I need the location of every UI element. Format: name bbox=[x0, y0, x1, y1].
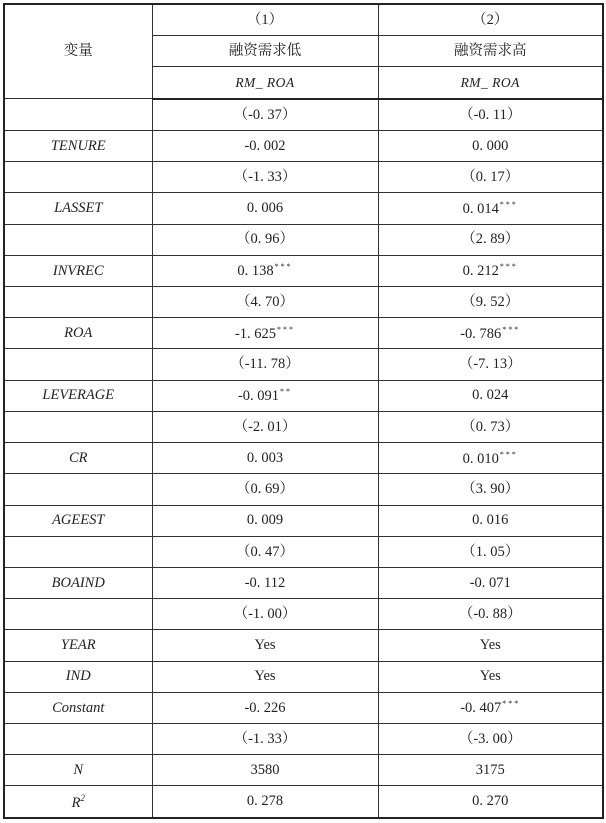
model-1-value bbox=[152, 567, 378, 598]
model-2-value bbox=[378, 474, 603, 505]
significance-stars: *** bbox=[499, 199, 518, 209]
model-1-value bbox=[152, 474, 378, 505]
model-1-value bbox=[152, 99, 378, 131]
model-2-value bbox=[378, 661, 603, 692]
coefficient: （0. 69） bbox=[236, 481, 294, 498]
significance-stars: ** bbox=[280, 387, 293, 397]
coefficient: 3175 bbox=[475, 762, 505, 779]
row-variable bbox=[4, 661, 152, 692]
coefficient: （-0. 37） bbox=[233, 106, 297, 123]
variable-name: AGEEST bbox=[52, 512, 105, 529]
table-row bbox=[4, 474, 603, 505]
model-1-value bbox=[152, 724, 378, 755]
coefficient: Yes bbox=[479, 668, 501, 685]
significance-stars: *** bbox=[499, 262, 518, 272]
coefficient: 0. 016 bbox=[472, 512, 509, 529]
column-2-number: （2） bbox=[378, 4, 603, 36]
table-body bbox=[4, 4, 603, 818]
model-1-value bbox=[152, 755, 378, 786]
model-2-value bbox=[378, 599, 603, 630]
coefficient: -1. 625 bbox=[234, 325, 277, 342]
row-variable bbox=[4, 162, 152, 193]
column-1-dependent-variable: RM_ ROA bbox=[152, 67, 378, 99]
model-2-value bbox=[378, 162, 603, 193]
row-variable bbox=[4, 130, 152, 161]
model-2-value bbox=[378, 567, 603, 598]
model-1-value bbox=[152, 630, 378, 661]
table-row bbox=[4, 692, 603, 723]
row-variable bbox=[4, 286, 152, 317]
model-1-value bbox=[152, 536, 378, 567]
coefficient: 0. 000 bbox=[472, 137, 509, 154]
table-row bbox=[4, 380, 603, 411]
coefficient: （4. 70） bbox=[236, 293, 294, 310]
table-row bbox=[4, 224, 603, 255]
coefficient: （0. 73） bbox=[461, 418, 520, 435]
table-row bbox=[4, 130, 603, 161]
column-2-dependent-variable: RM_ ROA bbox=[378, 67, 603, 99]
coefficient: （-1. 33） bbox=[233, 730, 297, 747]
coefficient: （0. 47） bbox=[236, 543, 294, 560]
coefficient: -0. 407 bbox=[460, 700, 502, 717]
row-variable bbox=[4, 536, 152, 567]
table-row bbox=[4, 786, 603, 818]
column-1-number: （1） bbox=[152, 4, 378, 36]
variable-name: IND bbox=[65, 668, 91, 685]
coefficient: 3580 bbox=[250, 762, 280, 779]
variable-name: N bbox=[73, 762, 84, 779]
coefficient: -0. 112 bbox=[244, 574, 286, 591]
model-1-value bbox=[152, 599, 378, 630]
variable-name: Constant bbox=[52, 699, 105, 716]
row-variable bbox=[4, 255, 152, 286]
model-2-value bbox=[378, 193, 603, 224]
table-row bbox=[4, 724, 603, 755]
coefficient: 0. 003 bbox=[246, 449, 284, 466]
model-1-value bbox=[152, 411, 378, 442]
table-row bbox=[4, 536, 603, 567]
coefficient: （0. 17） bbox=[461, 168, 520, 185]
variable-name: YEAR bbox=[60, 637, 96, 654]
model-2-value bbox=[378, 224, 603, 255]
row-variable bbox=[4, 630, 152, 661]
coefficient: （-7. 13） bbox=[458, 356, 522, 373]
model-1-value bbox=[152, 443, 378, 474]
coefficient: （1. 05） bbox=[461, 543, 520, 560]
coefficient: （3. 90） bbox=[461, 481, 520, 498]
model-1-value bbox=[152, 162, 378, 193]
header-row-number bbox=[4, 4, 603, 36]
variable-name: ROA bbox=[64, 325, 93, 342]
coefficient: -0. 071 bbox=[469, 574, 511, 591]
coefficient: Yes bbox=[254, 668, 276, 685]
superscript: 2 bbox=[80, 792, 85, 803]
table-row bbox=[4, 505, 603, 536]
model-2-value bbox=[378, 505, 603, 536]
table-row bbox=[4, 567, 603, 598]
coefficient: （-3. 00） bbox=[458, 730, 522, 747]
coefficient: 0. 006 bbox=[246, 200, 284, 217]
coefficient: 0. 024 bbox=[472, 387, 509, 404]
row-variable bbox=[4, 786, 152, 818]
table-row bbox=[4, 162, 603, 193]
column-1-group: 融资需求低 bbox=[152, 36, 378, 67]
model-2-value bbox=[378, 411, 603, 442]
model-2-value bbox=[378, 349, 603, 380]
significance-stars: *** bbox=[277, 324, 296, 334]
coefficient: 0. 270 bbox=[472, 793, 509, 810]
coefficient: （-11. 78） bbox=[230, 356, 300, 373]
coefficient: -0. 226 bbox=[244, 699, 286, 716]
table-row bbox=[4, 630, 603, 661]
model-2-value bbox=[378, 536, 603, 567]
variable-name: INVREC bbox=[52, 262, 104, 279]
table-row bbox=[4, 411, 603, 442]
table-row bbox=[4, 193, 603, 224]
row-variable bbox=[4, 755, 152, 786]
row-variable bbox=[4, 599, 152, 630]
coefficient: （2. 89） bbox=[461, 231, 520, 248]
coefficient: Yes bbox=[479, 637, 501, 654]
model-1-value bbox=[152, 224, 378, 255]
row-variable bbox=[4, 567, 152, 598]
model-1-value bbox=[152, 505, 378, 536]
model-1-value bbox=[152, 380, 378, 411]
model-1-value bbox=[152, 130, 378, 161]
coefficient: -0. 786 bbox=[460, 325, 502, 342]
row-variable bbox=[4, 349, 152, 380]
significance-stars: *** bbox=[502, 324, 521, 334]
table-row bbox=[4, 286, 603, 317]
model-2-value bbox=[378, 724, 603, 755]
variable-name: BOAIND bbox=[51, 574, 105, 591]
variable-name: CR bbox=[68, 449, 88, 466]
coefficient: Yes bbox=[254, 637, 276, 654]
model-2-value bbox=[378, 630, 603, 661]
coefficient: 0. 010 bbox=[462, 450, 499, 467]
row-variable bbox=[4, 318, 152, 349]
coefficient: （-1. 33） bbox=[233, 168, 297, 185]
significance-stars: *** bbox=[274, 262, 293, 272]
table-row bbox=[4, 349, 603, 380]
model-2-value bbox=[378, 755, 603, 786]
model-2-value bbox=[378, 255, 603, 286]
row-variable bbox=[4, 224, 152, 255]
coefficient: （9. 52） bbox=[461, 293, 520, 310]
coefficient: -0. 002 bbox=[244, 137, 286, 154]
row-variable bbox=[4, 724, 152, 755]
model-2-value bbox=[378, 786, 603, 818]
model-2-value bbox=[378, 692, 603, 723]
coefficient: 0. 138 bbox=[237, 263, 274, 280]
row-variable bbox=[4, 193, 152, 224]
coefficient: （-2. 01） bbox=[233, 418, 297, 435]
variable-name: LASSET bbox=[54, 200, 103, 217]
coefficient: （-0. 88） bbox=[458, 606, 522, 623]
variable-name: R bbox=[71, 794, 81, 811]
coefficient: 0. 014 bbox=[462, 200, 499, 217]
model-2-value bbox=[378, 380, 603, 411]
table-row bbox=[4, 318, 603, 349]
model-1-value bbox=[152, 661, 378, 692]
model-1-value bbox=[152, 255, 378, 286]
table-row bbox=[4, 661, 603, 692]
model-1-value bbox=[152, 318, 378, 349]
table-row bbox=[4, 255, 603, 286]
coefficient: （-1. 00） bbox=[233, 606, 297, 623]
model-2-value bbox=[378, 318, 603, 349]
column-2-group: 融资需求高 bbox=[378, 36, 603, 67]
significance-stars: *** bbox=[499, 449, 518, 459]
row-variable bbox=[4, 411, 152, 442]
row-variable bbox=[4, 505, 152, 536]
row-variable bbox=[4, 692, 152, 723]
coefficient: 0. 009 bbox=[246, 512, 284, 529]
significance-stars: *** bbox=[502, 699, 521, 709]
variable-header: 变量 bbox=[4, 4, 152, 99]
variable-name: LEVERAGE bbox=[42, 387, 115, 404]
row-variable bbox=[4, 99, 152, 131]
table-row bbox=[4, 755, 603, 786]
model-2-value bbox=[378, 99, 603, 131]
model-2-value bbox=[378, 443, 603, 474]
row-variable bbox=[4, 474, 152, 505]
model-2-value bbox=[378, 286, 603, 317]
regression-table bbox=[3, 3, 604, 819]
model-1-value bbox=[152, 786, 378, 818]
row-variable bbox=[4, 443, 152, 474]
coefficient: （0. 96） bbox=[236, 231, 294, 248]
row-variable bbox=[4, 380, 152, 411]
table-row bbox=[4, 599, 603, 630]
table-row bbox=[4, 443, 603, 474]
table-row bbox=[4, 99, 603, 131]
coefficient: 0. 212 bbox=[462, 263, 499, 280]
model-2-value bbox=[378, 130, 603, 161]
model-1-value bbox=[152, 349, 378, 380]
model-1-value bbox=[152, 193, 378, 224]
coefficient: -0. 091 bbox=[237, 387, 280, 404]
model-1-value bbox=[152, 286, 378, 317]
model-1-value bbox=[152, 692, 378, 723]
coefficient: （-0. 11） bbox=[459, 106, 522, 123]
coefficient: 0. 278 bbox=[246, 793, 284, 810]
variable-name: TENURE bbox=[50, 137, 106, 154]
